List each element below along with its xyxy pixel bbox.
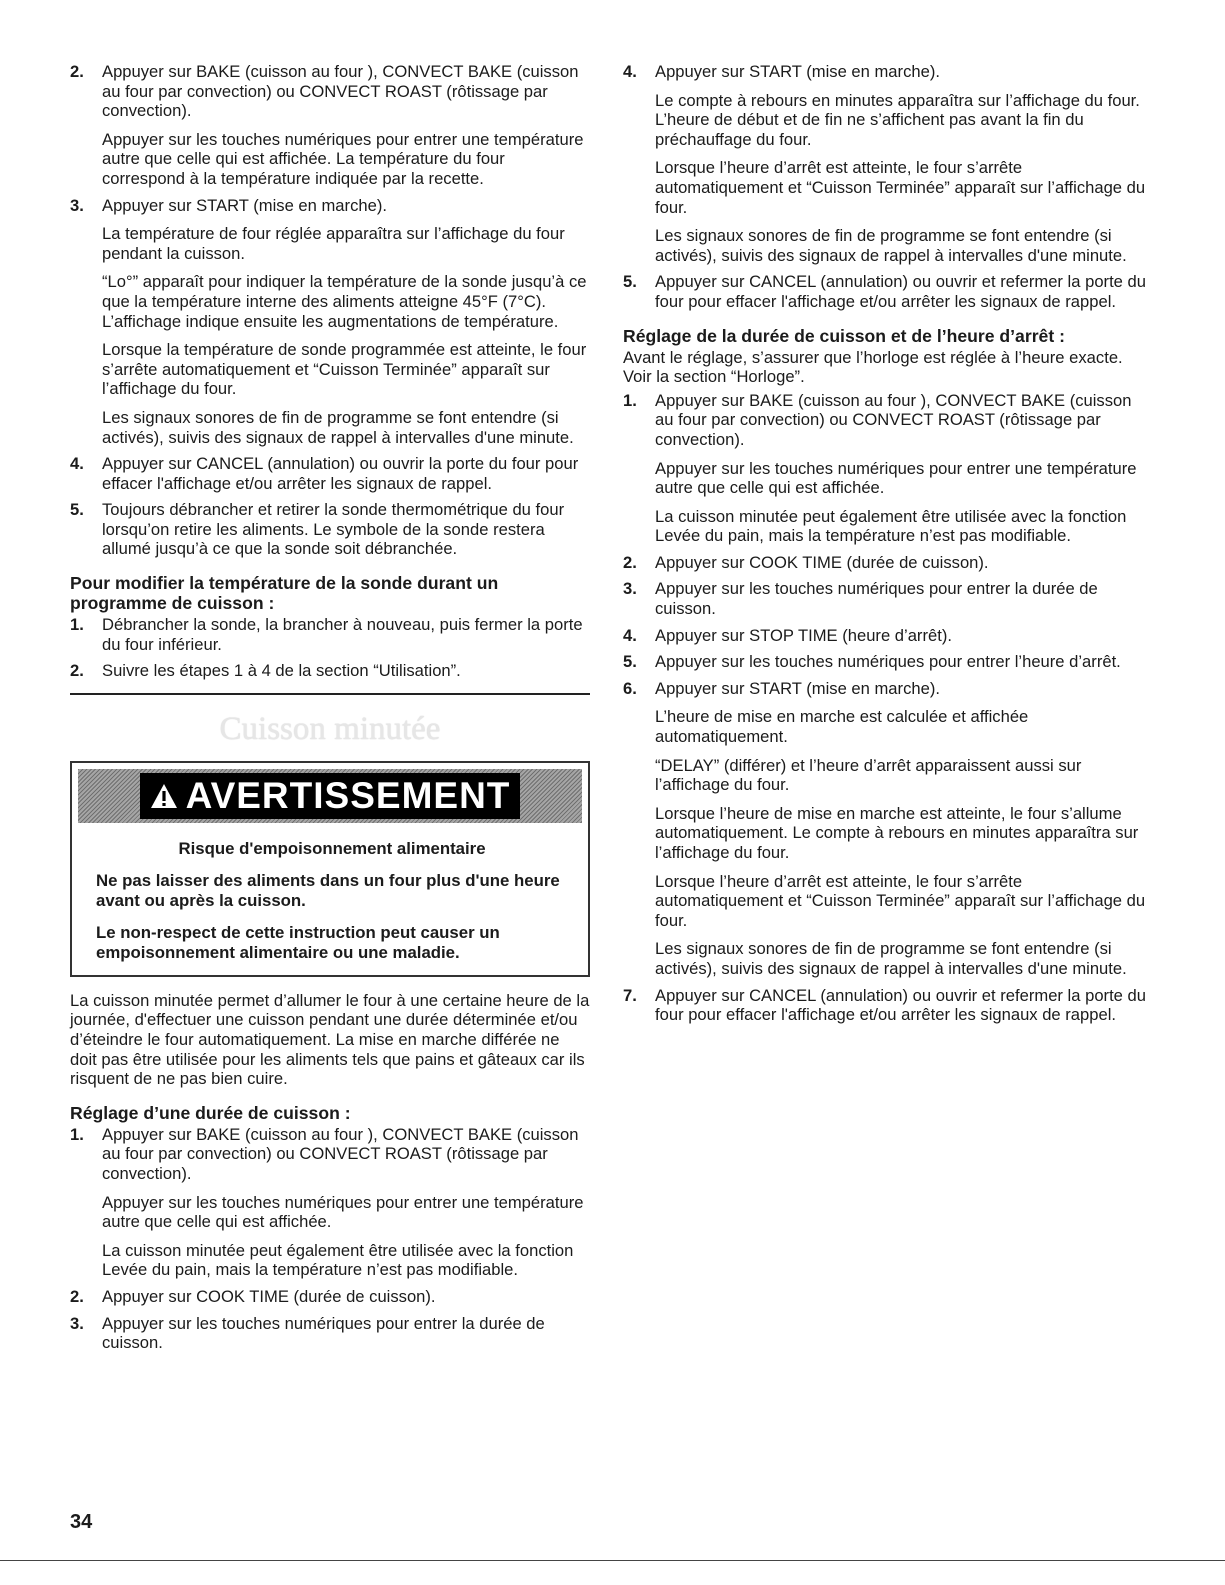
warning-badge [140, 773, 521, 819]
step-paragraph: Appuyer sur les touches numériques pour entrer une température autre que celle qui est affichée. [102, 1192, 584, 1232]
step-number: 4. [70, 454, 84, 474]
step-number: 5. [623, 652, 637, 672]
step-item [623, 579, 1148, 618]
stop-time-steps [623, 391, 1148, 1025]
step-paragraph: Lorsque l’heure d’arrêt est atteinte, le four s’arrête automatiquement et “Cuisson Terminée” apparaît sur l’affichage du four. [655, 158, 1146, 217]
warning-line-1: Ne pas laisser des aliments dans un four plus d'une heure avant ou après la cuisson. [96, 870, 560, 910]
step-paragraph: Toujours débrancher et retirer la sonde thermométrique du four lorsqu’on retire les aliments. Le symbole de la sonde restera allumé jusqu’à ce que la sonde soit débranchée. [102, 500, 565, 559]
bottom-rule [0, 1560, 1225, 1561]
step-item [70, 454, 590, 493]
step-paragraph: L’heure de mise en marche est calculée et affichée automatiquement. [655, 707, 1029, 747]
step-paragraph: Lorsque la température de sonde programmée est atteinte, le four s’arrête automatiquement et “Cuisson Terminée” apparaît sur l’affichage du four. [102, 340, 587, 399]
step-number: 6. [623, 678, 637, 698]
step-item [70, 1287, 590, 1307]
step-paragraph: Appuyer sur BAKE (cuisson au four ), CONVECT BAKE (cuisson au four par convection) ou CONVECT ROAST (rôtissage par convection). [102, 1124, 579, 1183]
step-number: 1. [70, 1124, 84, 1144]
step-number: 2. [70, 62, 84, 81]
step-paragraph: Lorsque l’heure d’arrêt est atteinte, le four s’arrête automatiquement et “Cuisson Terminée” apparaît sur l’affichage du four. [655, 871, 1146, 930]
step-number: 3. [70, 195, 84, 215]
step-paragraph: Appuyer sur START (mise en marche). [655, 62, 940, 81]
step-paragraph: La cuisson minutée peut également être utilisée avec la fonction Levée du pain, mais la température n’est pas modifiable. [102, 1240, 574, 1280]
step-paragraph: Suivre les étapes 1 à 4 de la section “Utilisation”. [102, 661, 461, 681]
probe-change-heading: Pour modifier la température de la sonde durant un programme de cuisson : [70, 573, 499, 614]
step-item [70, 196, 590, 448]
step-paragraph: Appuyer sur les touches numériques pour entrer une température autre que celle qui est affichée. [655, 458, 1137, 498]
step-item [70, 661, 590, 681]
step-paragraph: Débrancher la sonde, la brancher à nouveau, puis fermer la porte du four inférieur. [102, 615, 583, 654]
step-number: 2. [70, 1286, 84, 1306]
step-paragraph: Les signaux sonores de fin de programme se font entendre (si activés), suivis des signaux de rappel à intervalles d'une minute. [655, 226, 1127, 265]
step-paragraph: La cuisson minutée peut également être utilisée avec la fonction Levée du pain, mais la température n’est pas modifiable. [655, 506, 1127, 546]
step-number: 2. [623, 552, 637, 572]
step-paragraph: “Lo°” apparaît pour indiquer la température de la sonde jusqu’à ce que la température interne des aliments atteigne 45°F (7°C). L’affichage indique ensuite les augmentations de température. [102, 272, 587, 331]
step-paragraph: Les signaux sonores de fin de programme se font entendre (si activés), suivis des signaux de rappel à intervalles d'une minute. [102, 407, 574, 447]
stop-time-heading: Réglage de la durée de cuisson et de l’heure d’arrêt : [623, 325, 1065, 346]
step-number: 2. [70, 661, 84, 681]
step-item [623, 986, 1148, 1025]
duration-heading: Réglage d’une durée de cuisson : [70, 1102, 351, 1123]
step-paragraph: Appuyer sur START (mise en marche). [655, 678, 940, 698]
step-paragraph: Appuyer sur BAKE (cuisson au four ), CONVECT BAKE (cuisson au four par convection) ou CONVECT ROAST (rôtissage par convection). [655, 390, 1132, 449]
step-paragraph: La température de four réglée apparaîtra sur l’affichage du four pendant la cuisson. [102, 224, 565, 263]
step-paragraph: Appuyer sur CANCEL (annulation) ou ouvrir la porte du four pour effacer l'affichage et/ou arrêter les signaux de rappel. [102, 454, 579, 493]
step-item [623, 553, 1148, 573]
step-number: 5. [70, 500, 84, 520]
warning-triangle-icon [150, 783, 178, 809]
step-number: 3. [70, 1313, 84, 1333]
step-item [623, 626, 1148, 646]
step-item [70, 500, 590, 559]
step-item [70, 1125, 590, 1280]
step-number: 7. [623, 985, 637, 1005]
step-paragraph: Appuyer sur les touches numériques pour entrer la durée de cuisson. [102, 1313, 545, 1353]
warning-subtitle: Risque d'empoisonnement alimentaire [178, 838, 486, 858]
step-item [623, 62, 1148, 265]
warning-line-2: Le non-respect de cette instruction peut causer un empoisonnement alimentaire ou une maladie. [96, 922, 500, 962]
section-title: Cuisson minutée [219, 710, 441, 747]
step-item [623, 652, 1148, 672]
step-item [70, 615, 590, 654]
warning-body [72, 829, 588, 975]
step-paragraph: Appuyer sur COOK TIME (durée de cuisson). [655, 552, 989, 572]
warning-banner [76, 767, 584, 825]
step-paragraph: Les signaux sonores de fin de programme se font entendre (si activés), suivis des signaux de rappel à intervalles d'une minute. [655, 939, 1127, 978]
step-item [70, 1314, 590, 1353]
step-number: 4. [623, 625, 637, 645]
step-item [623, 679, 1148, 979]
step-paragraph: Appuyer sur les touches numériques pour entrer la durée de cuisson. [655, 579, 1098, 619]
timed-cooking-intro: La cuisson minutée permet d’allumer le four à une certaine heure de la journée, d'effectuer une cuisson pendant une durée déterminée et/ou d’éteindre le four automatiquement. La mise en marche différée ne doit pas être utilisée pour les aliments tels que pains et gâteaux car ils risquent de ne pas bien cuire. [70, 990, 590, 1089]
step-paragraph: Appuyer sur CANCEL (annulation) ou ouvrir et refermer la porte du four pour effacer l'affichage et/ou arrêter les signaux de rappel. [655, 272, 1146, 311]
right-column [623, 62, 1148, 1032]
step-item [623, 272, 1148, 311]
step-item [70, 62, 590, 189]
duration-steps-continued [623, 62, 1148, 312]
step-paragraph: Appuyer sur STOP TIME (heure d’arrêt). [655, 625, 952, 645]
step-paragraph: Appuyer sur les touches numériques pour entrer une température autre que celle qui est affichée. La température du four correspond à la température indiquée par la recette. [102, 129, 584, 188]
warning-box [70, 761, 590, 977]
step-number: 5. [623, 272, 637, 292]
step-paragraph: Appuyer sur COOK TIME (durée de cuisson). [102, 1286, 436, 1306]
step-number: 4. [623, 62, 637, 81]
step-number: 1. [70, 615, 84, 635]
section-divider [70, 693, 590, 695]
step-paragraph: Appuyer sur START (mise en marche). [102, 195, 387, 215]
page-number: 34 [70, 1511, 93, 1533]
step-paragraph: Le compte à rebours en minutes apparaîtra sur l’affichage du four. L’heure de début et de fin ne s’affichent pas avant la fin du préchauffage du four. [655, 90, 1140, 149]
step-paragraph: Appuyer sur CANCEL (annulation) ou ouvrir et refermer la porte du four pour effacer l'affichage et/ou arrêter les signaux de rappel. [655, 985, 1146, 1025]
step-paragraph: “DELAY” (différer) et l’heure d’arrêt apparaissent aussi sur l’affichage du four. [655, 755, 1082, 795]
probe-steps-list [70, 62, 590, 559]
duration-steps [70, 1125, 590, 1353]
step-item [623, 391, 1148, 546]
step-paragraph: Lorsque l’heure de mise en marche est atteinte, le four s’allume automatiquement. Le compte à rebours en minutes apparaîtra sur l’affichage du four. [655, 803, 1139, 862]
warning-label: AVERTISSEMENT [185, 775, 511, 817]
probe-change-steps [70, 615, 590, 681]
step-paragraph: Appuyer sur les touches numériques pour entrer l’heure d’arrêt. [655, 652, 1121, 672]
step-number: 1. [623, 390, 637, 410]
stop-time-intro: Avant le réglage, s’assurer que l’horloge est réglée à l’heure exacte. Voir la section “Horloge”. [623, 347, 1123, 387]
left-column [70, 62, 590, 1360]
step-paragraph: Appuyer sur BAKE (cuisson au four ), CONVECT BAKE (cuisson au four par convection) ou CONVECT ROAST (rôtissage par convection). [102, 62, 579, 121]
step-number: 3. [623, 579, 637, 599]
